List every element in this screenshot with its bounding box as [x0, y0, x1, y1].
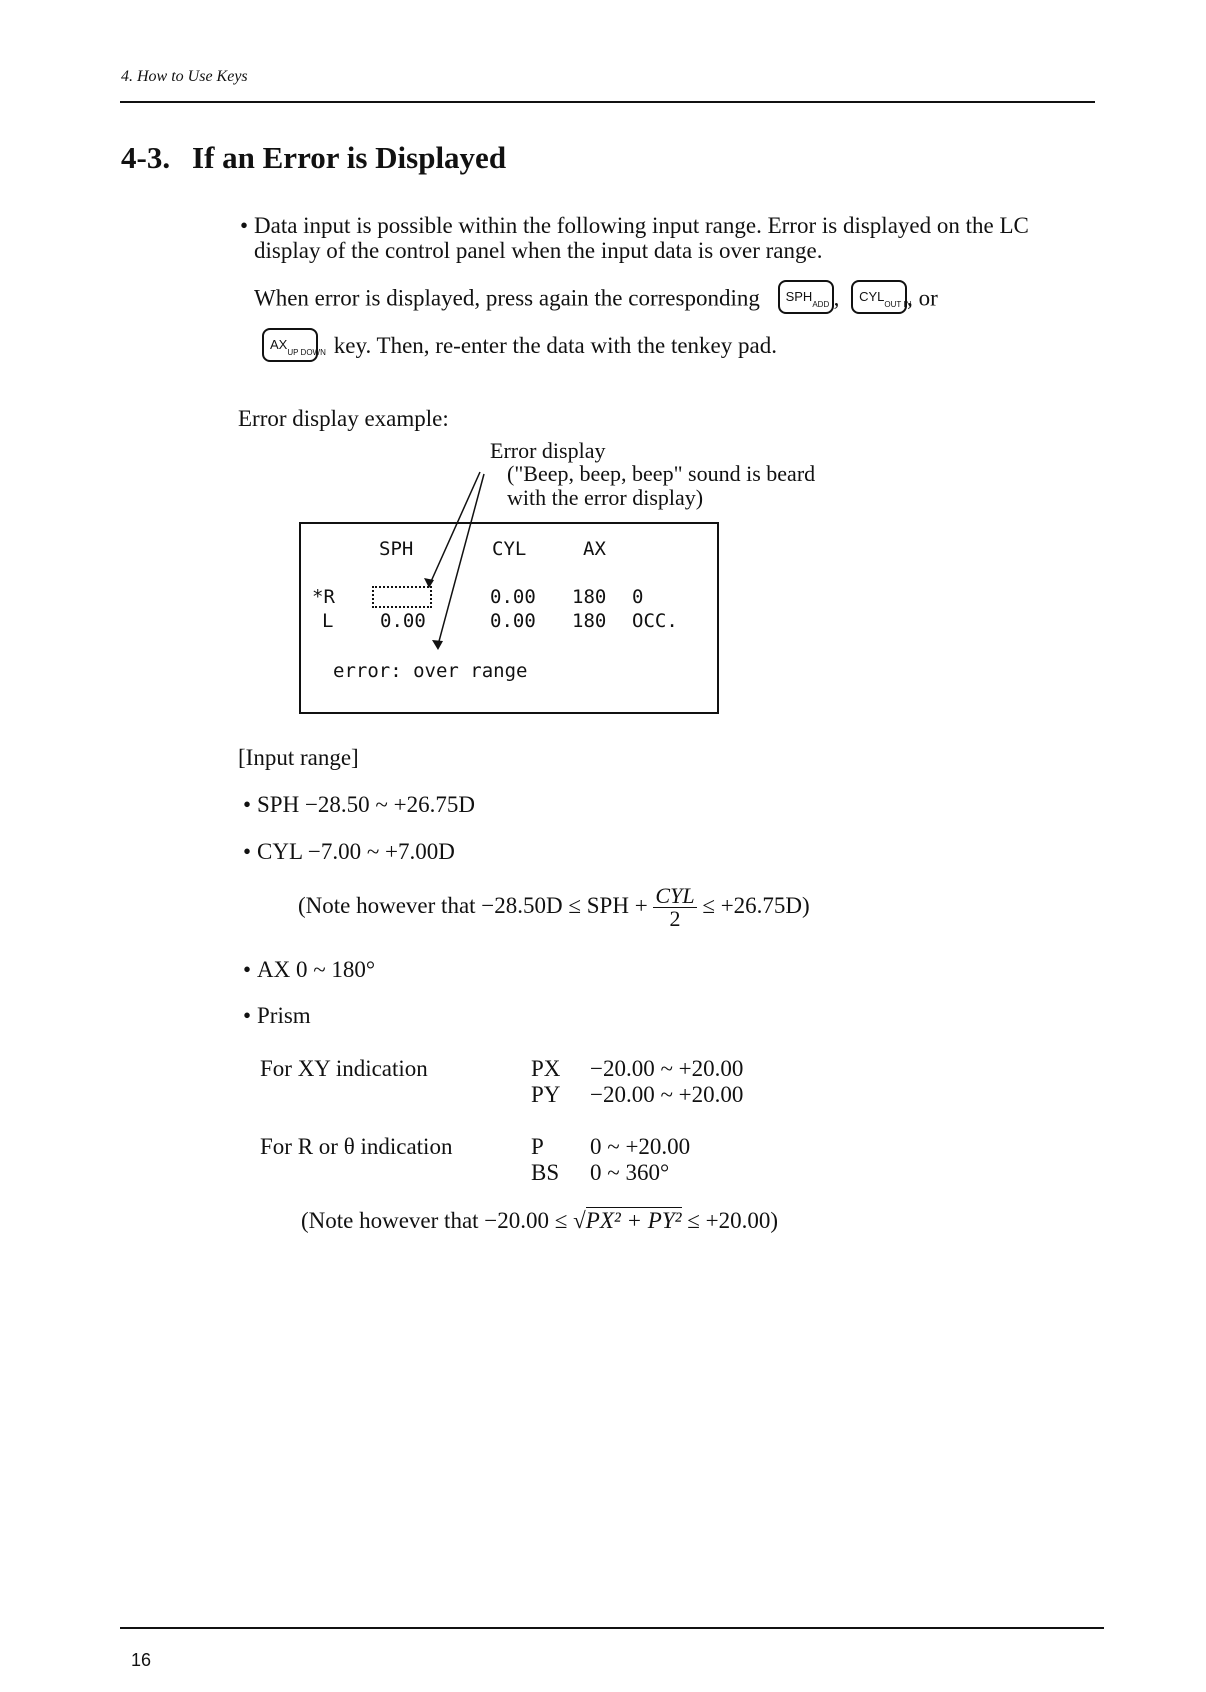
- intro-line-4-text: key. Then, re-enter the data with the tenkey pad.: [333, 333, 777, 359]
- ax-key-sublabel: UP DOWN: [287, 348, 326, 357]
- range-note-1: [298, 885, 810, 930]
- py-key: PY: [531, 1082, 561, 1107]
- range-prism: • Prism: [243, 1002, 311, 1029]
- p-key: P: [531, 1134, 544, 1159]
- fraction-numerator: CYL: [655, 883, 695, 908]
- note2-pre: (Note however that −20.00 ≤ √: [301, 1208, 586, 1233]
- footer-rule: [120, 1627, 1104, 1629]
- bs-key: BS: [531, 1160, 560, 1185]
- py-value: −20.00 ~ +20.00: [590, 1082, 744, 1107]
- intro-line-1: • Data input is possible within the following input range. Error is displayed on the LC: [240, 212, 1029, 239]
- sph-key-label: SPH: [785, 289, 813, 304]
- lcd-row-r-label: *R: [312, 586, 335, 608]
- sph-key-sublabel: ADD: [812, 300, 830, 309]
- range-ax: • AX 0 ~ 180°: [243, 956, 375, 983]
- r-theta-label: For R or θ indication: [260, 1134, 453, 1159]
- fraction-denominator: 2: [669, 906, 681, 931]
- running-header: 4. How to Use Keys: [121, 68, 248, 85]
- range-cyl: • CYL −7.00 ~ +7.00D: [243, 838, 455, 865]
- section-title-text: If an Error is Displayed: [192, 140, 507, 175]
- callout-line-1: ("Beep, beep, beep" sound is beard: [507, 461, 816, 486]
- bs-value: 0 ~ 360°: [590, 1160, 670, 1185]
- lcd-r-extra: 0: [632, 586, 644, 608]
- lcd-l-sph: 0.00: [380, 610, 426, 632]
- intro-sep-2: , or: [907, 285, 938, 311]
- range-heading: [Input range]: [238, 745, 359, 770]
- callout-title: Error display: [490, 438, 606, 463]
- note2-post: ≤ +20.00): [687, 1208, 779, 1233]
- intro-sep-1: ,: [833, 285, 840, 311]
- lcd-col-ax: AX: [583, 538, 606, 560]
- px-key: PX: [531, 1056, 561, 1081]
- range-note-2: [301, 1207, 778, 1234]
- callout-line-2: with the error display): [507, 485, 704, 510]
- page-number: 16: [131, 1650, 152, 1670]
- cyl-half-fraction: [653, 885, 696, 930]
- px-value: −20.00 ~ +20.00: [590, 1056, 744, 1081]
- lcd-l-cyl: 0.00: [490, 610, 536, 632]
- example-label: Error display example:: [238, 406, 449, 431]
- cyl-key-label: CYL: [859, 289, 885, 304]
- lcd-col-sph: SPH: [379, 538, 414, 560]
- cyl-key-sublabel: OUT IN: [884, 300, 912, 309]
- xy-label: For XY indication: [260, 1056, 428, 1081]
- note1-post: ≤ +26.75D): [702, 892, 810, 918]
- section-number: 4-3.: [121, 140, 171, 175]
- lcd-l-extra: OCC.: [632, 610, 678, 632]
- p-value: 0 ~ +20.00: [590, 1134, 691, 1159]
- note2-radicand: PX² + PY²: [585, 1208, 682, 1233]
- lcd-col-cyl: CYL: [492, 538, 527, 560]
- intro-line-3-text: When error is displayed, press again the corresponding: [254, 285, 760, 311]
- lcd-r-ax: 180: [572, 586, 607, 608]
- intro-line-2: display of the control panel when the input data is over range.: [254, 238, 823, 263]
- ax-key-label: AX: [270, 337, 288, 352]
- note1-pre: (Note however that −28.50D ≤ SPH +: [298, 892, 648, 918]
- lcd-row-l-label: L: [322, 610, 334, 632]
- lcd-r-cyl: 0.00: [490, 586, 536, 608]
- lcd-l-ax: 180: [572, 610, 607, 632]
- lcd-error-message: error: over range: [333, 660, 528, 682]
- range-sph: • SPH −28.50 ~ +26.75D: [243, 791, 475, 818]
